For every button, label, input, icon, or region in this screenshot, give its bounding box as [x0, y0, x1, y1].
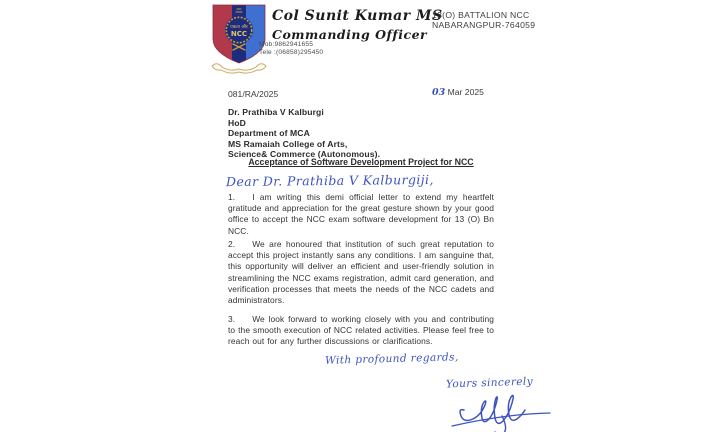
paragraph-3-number: 3.	[228, 314, 236, 324]
addressee-block	[228, 107, 380, 160]
handwritten-regards: With profound regards,	[324, 351, 459, 367]
addressee-designation: HoD	[228, 117, 246, 128]
addressee-name: Dr. Prathiba V Kalburgi	[228, 107, 324, 117]
unit-name: 13(O) BATTALION NCC	[432, 10, 530, 20]
addressee-college-line1: MS Ramaiah College of Arts,	[228, 138, 348, 149]
paragraph-3-text: We look forward to working closely with you and contributing to the smooth execution of NCC related activities. Please feel free to reach out for any further discussions or clarifications.	[228, 314, 494, 347]
reference-number: 081/RA/2025	[228, 89, 279, 99]
paragraph-2-number: 2.	[228, 239, 236, 249]
signature-icon	[450, 388, 570, 432]
subject-line: Acceptance of Software Development Project for NCC	[248, 157, 474, 167]
paragraph-2	[228, 239, 494, 306]
officer-name: Col Sunit Kumar MS	[272, 8, 443, 24]
paragraph-1	[228, 192, 494, 237]
unit-location: NABARANGPUR-764059	[432, 20, 536, 30]
printed-date: Mar 2025	[445, 87, 484, 97]
addressee-college-line2: Science& Commerce (Autonomous).	[228, 149, 381, 160]
svg-text:एकता और: एकता और	[230, 25, 248, 30]
addressee-department: Department of MCA	[228, 128, 310, 139]
svg-text:NCC: NCC	[230, 30, 248, 38]
paragraph-1-number: 1.	[228, 192, 236, 202]
officer-title: Commanding Officer	[272, 27, 428, 42]
paragraph-3	[228, 314, 494, 348]
letter-date	[432, 87, 484, 98]
handwritten-sign-off: Yours sincerely	[445, 375, 534, 391]
mobile-number: Mob:9862941655	[259, 41, 314, 48]
ncc-crest	[210, 3, 268, 75]
handwritten-salutation: Dear Dr. Prathiba V Kalburgiji,	[225, 171, 434, 190]
handwritten-day: 03	[432, 87, 446, 98]
signature	[450, 388, 570, 432]
ncc-crest-icon	[210, 3, 268, 75]
paragraph-2-text: We are honoured that institution of such great reputation to accept this project instantly sans any conditions. I am sanguine that, this opportunity will deliver an efficient and user-friendly solution in streamlining the NCC exams registration, admit card generation, and verification processes that meets the needs of the NCC cadets and administrators.	[228, 239, 494, 306]
paragraph-1-text: I am writing this demi official letter to extend my heartfelt gratitude and appreciation for the great gesture shown by your good office to accept the NCC exam software development for 13 (O) Bn NCC.	[228, 192, 494, 236]
telephone-number: Tele :(06858)295450	[259, 49, 324, 56]
